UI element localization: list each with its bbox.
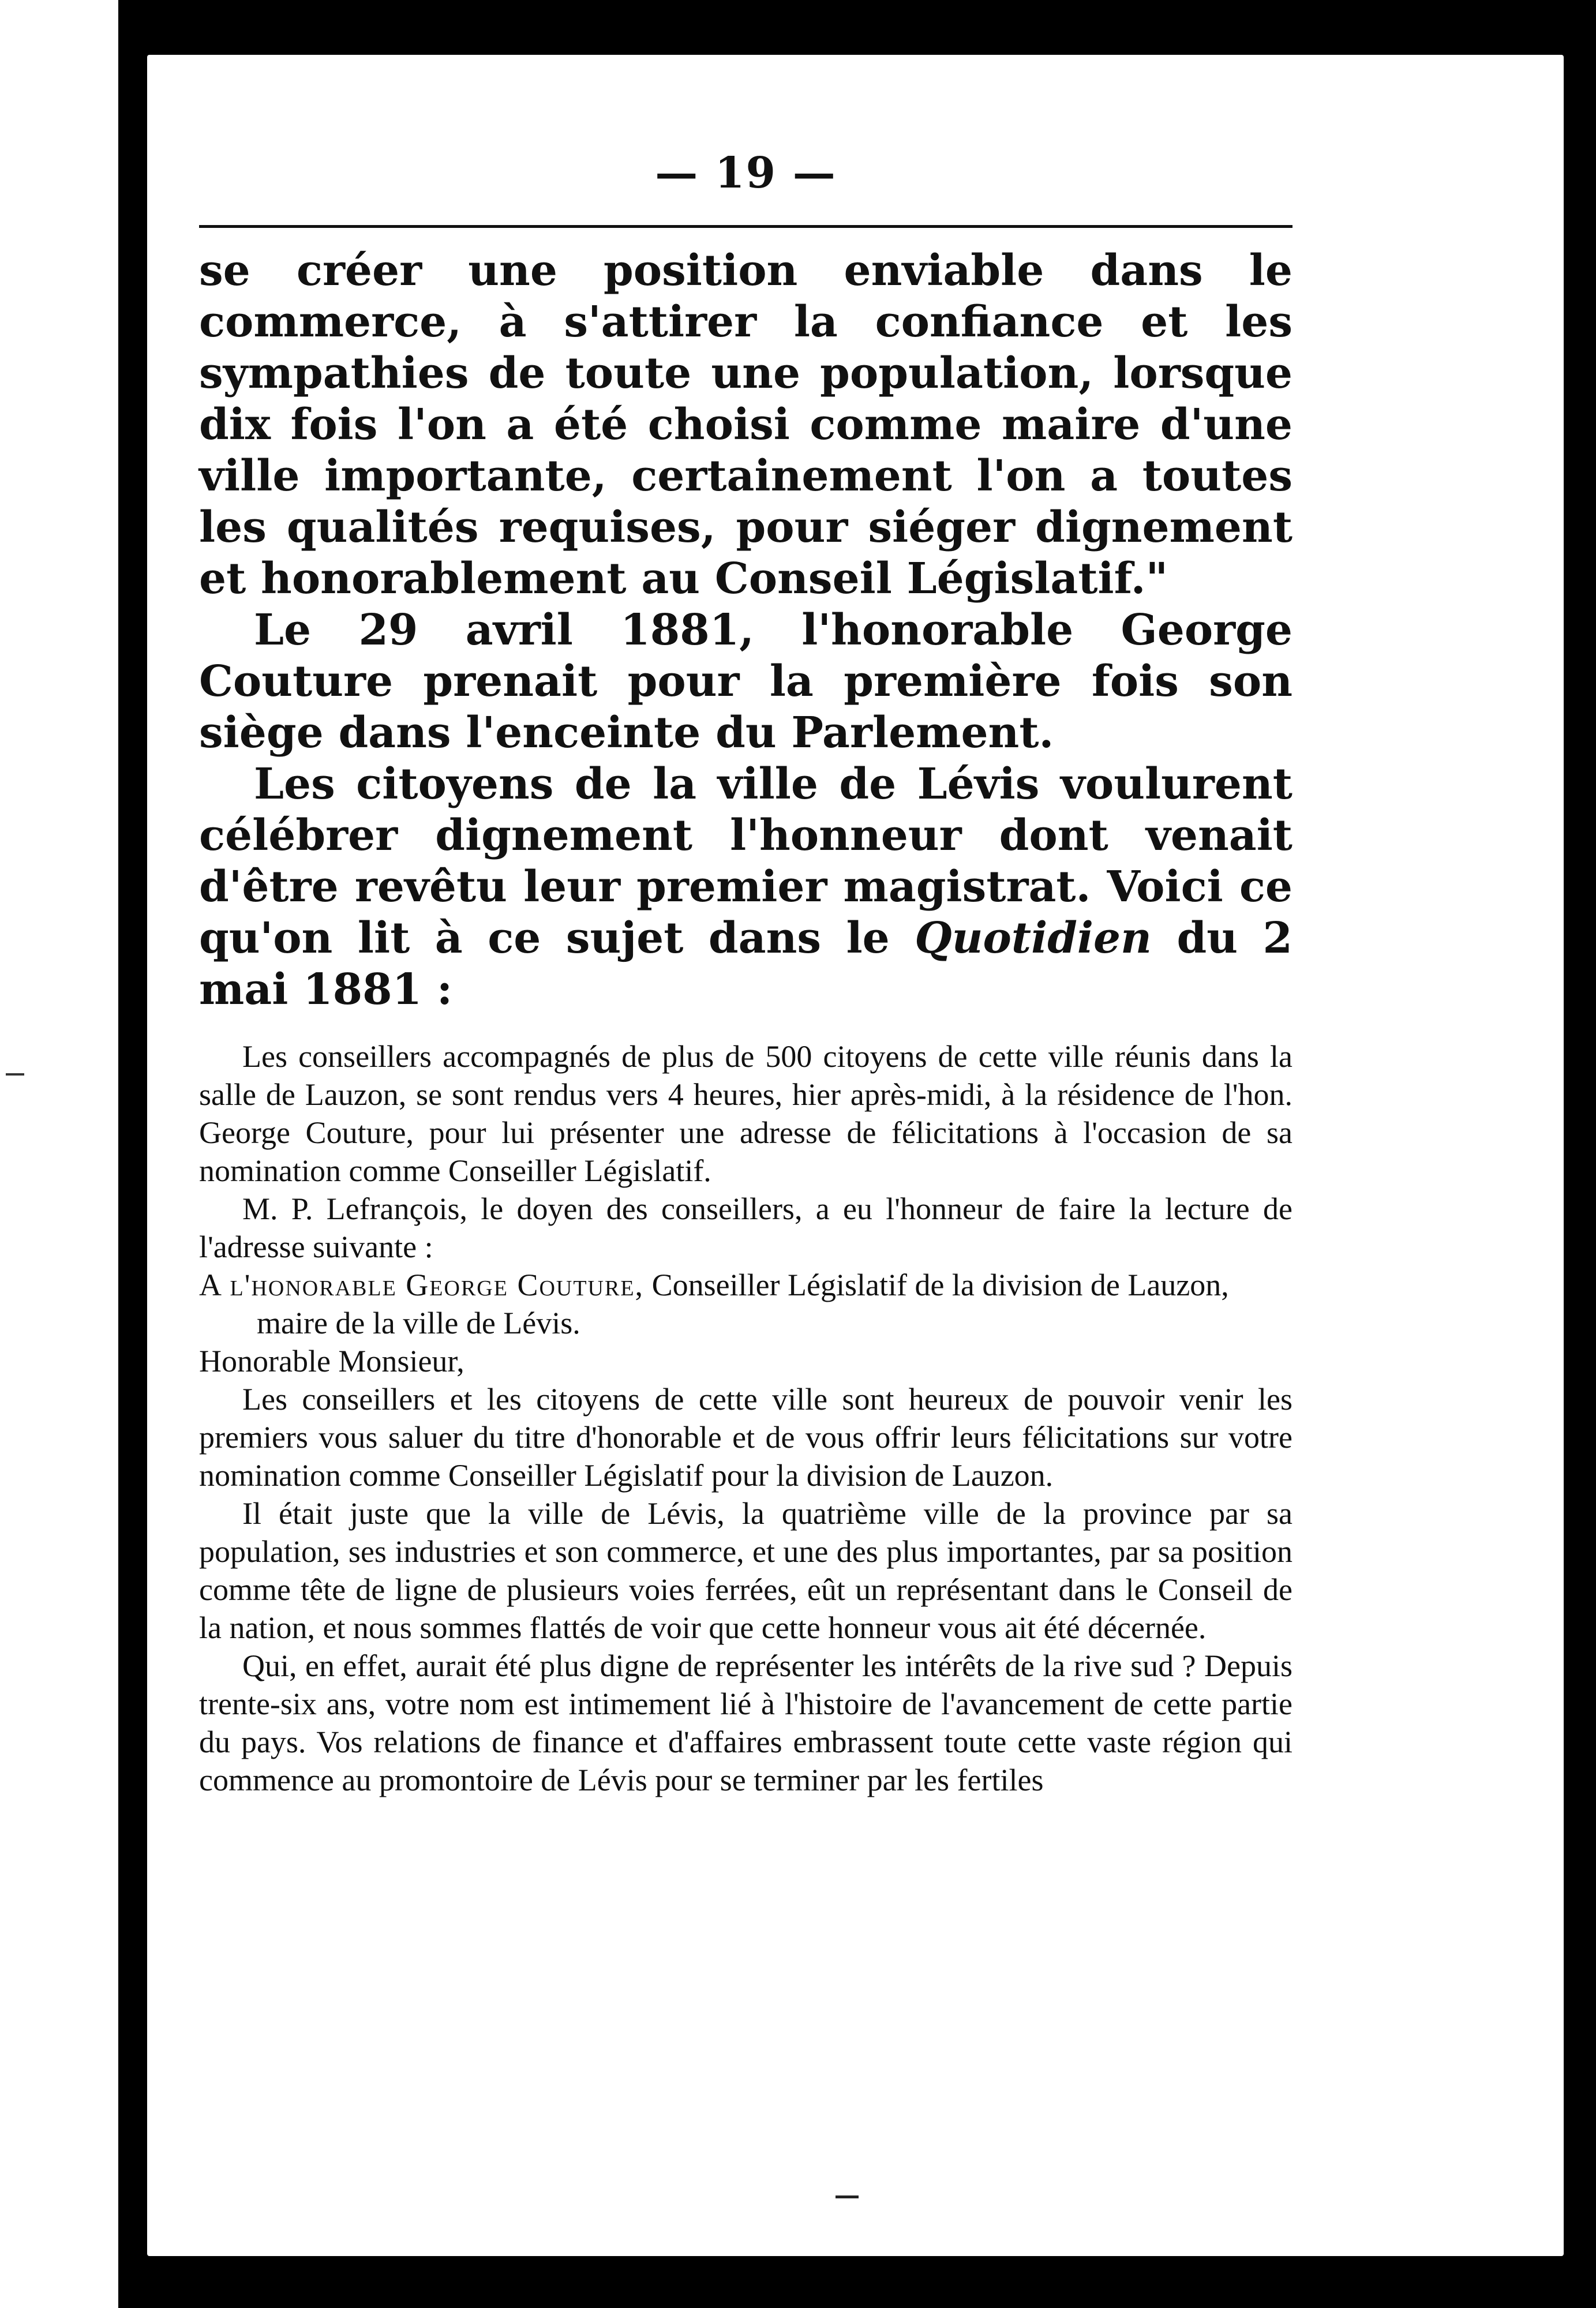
address-recipient: A l'honorable George Couture, xyxy=(199,1268,645,1302)
quote-paragraph-1: Les conseillers accompagnés de plus de 500 citoyens de cette ville réunis dans la salle de Lauzon, se sont rendus vers 4 heures, hier après-midi, à la résidence de l'hon. George Couture, pour lui présenter une adresse de félicitations à l'occasion de sa nomination comme Conseiller Législatif. xyxy=(199,1039,1292,1188)
paragraph-continuation: se créer une position enviable dans le commerce, à s'attirer la confiance et les sympathies de toute une population, lorsque dix fois l'on a été choisi comme maire d'une ville importante, certainement l'on a toutes les qualités requises, pour siéger dignement et honorablement au Conseil Législatif." xyxy=(199,246,1292,604)
quote-paragraph-4: Il était juste que la ville de Lévis, la quatrième ville de la province par sa population, ses industries et son commerce, et une des plus importantes, par sa position comme tête de ligne de plusieurs voies ferrées, eût un représentant dans le Conseil de la nation, et nous sommes flattés de voir que cette honneur vous ait été décernée. xyxy=(199,1496,1292,1645)
header-rule xyxy=(199,225,1292,228)
paragraph-citizens xyxy=(199,759,1292,1016)
paragraph-citizens-end: du 2 mai 1881 : xyxy=(199,913,1292,1014)
page-number: — 19 — xyxy=(655,148,837,198)
paragraph-citizens-text: Les citoyens de la ville de Lévis voulurent célébrer dignement l'honneur dont venait d'être revêtu leur premier magistrat. Voici ce qu'on lit à ce sujet dans le xyxy=(199,759,1292,963)
newspaper-title: Quotidien xyxy=(915,913,1152,963)
paragraph-parliament: Le 29 avril 1881, l'honorable George Couture prenait pour la première fois son siège dans l'enceinte du Parlement. xyxy=(199,605,1292,758)
footer-mark xyxy=(836,2195,859,2198)
quote-paragraph-2: M. P. Lefrançois, le doyen des conseillers, a eu l'honneur de faire la lecture de l'adresse suivante : xyxy=(199,1192,1292,1264)
adjacent-page-edge xyxy=(0,0,126,2308)
page-content xyxy=(199,144,1292,1799)
quote-paragraph-3: Les conseillers et les citoyens de cette ville sont heureux de pouvoir venir les premiers vous saluer du titre d'honorable et de vous offrir leurs félicitations sur votre nomination comme Conseiller Législatif pour la division de Lauzon. xyxy=(199,1382,1292,1493)
address-title: Conseiller Législatif de la division de Lauzon, maire de la ville de Lévis. xyxy=(257,1268,1229,1340)
address-heading xyxy=(199,1266,1292,1342)
salutation: Honorable Monsieur, xyxy=(199,1344,464,1378)
quote-paragraph-5: Qui, en effet, aurait été plus digne de représenter les intérêts de la rive sud ? Depuis trente-six ans, votre nom est intimement lié à l'histoire de l'avancement de cette partie du pays. Vos relations de finance et d'affaires embrassent toute cette vaste région qui commence au promontoire de Lévis pour se terminer par les fertiles xyxy=(199,1648,1292,1797)
scan-mark xyxy=(6,1073,24,1076)
